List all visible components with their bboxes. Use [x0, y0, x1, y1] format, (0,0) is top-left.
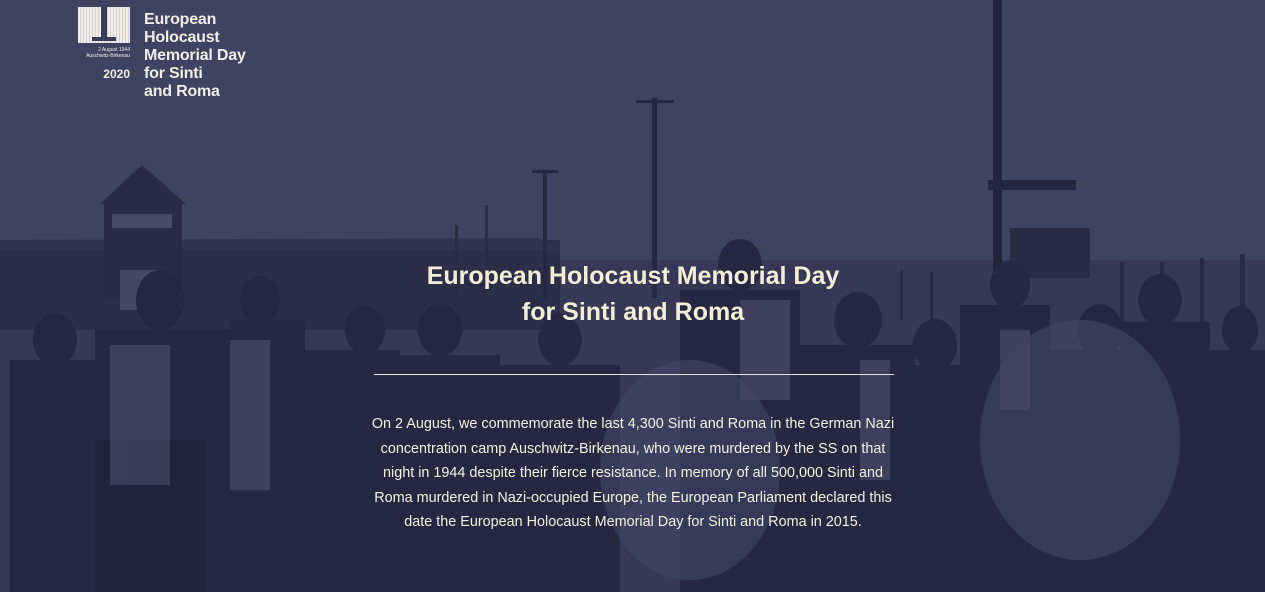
logo-wordmark: European Holocaust Memorial Day for Sinti and Roma	[144, 11, 246, 100]
logo[interactable]	[78, 7, 278, 102]
page-title: European Holocaust Memorial Day for Sinti and Roma	[426, 262, 840, 326]
logo-year: 2020	[103, 67, 130, 81]
logo-date: 2 August 1944 Auschwitz-Birkenau	[86, 47, 130, 59]
intro-paragraph: On 2 August, we commemorate the last 4,300 Sinti and Roma in the German Nazi concentration camp Auschwitz-Birkenau, who were murdered by the SS on that night in 1944 despite their fierce resistance. In memory of all 500,000 Sinti and Roma murdered in Nazi-occupied Europe, the European Parliament declared this date the European Holocaust Memorial Day for Sinti and Roma in 2015.	[371, 416, 895, 530]
title-divider	[374, 374, 894, 375]
memorial-logo-icon	[78, 7, 130, 43]
